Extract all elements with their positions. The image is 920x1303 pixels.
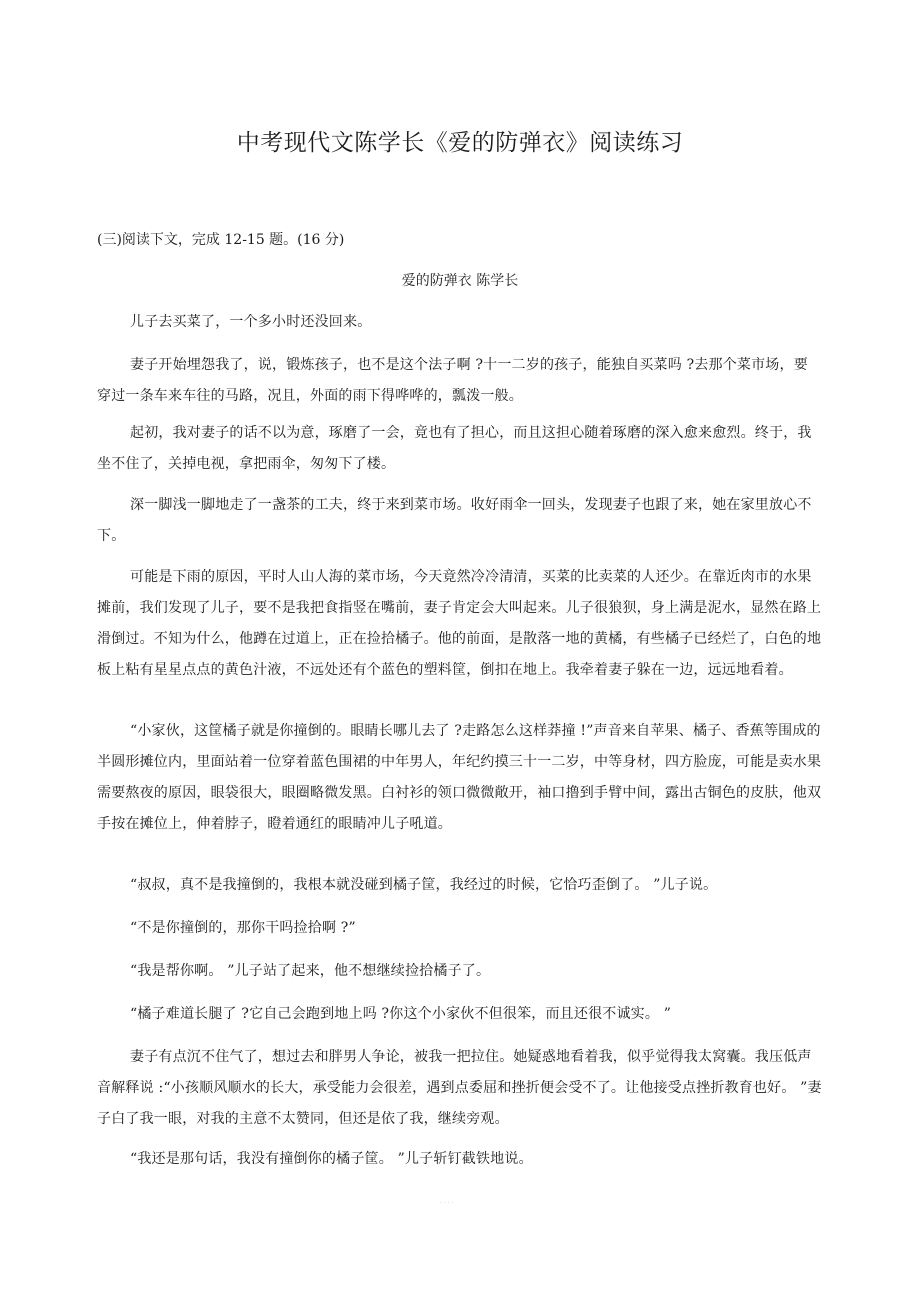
paragraph-7: “叔叔，真不是我撞倒的，我根本就没碰到橘子筐，我经过的时候，它恰巧歪倒了。 ”儿子说。 bbox=[130, 877, 718, 893]
paragraph-11: 妻子有点沉不住气了，想过去和胖男人争论，被我一把拉住。她疑惑地看着我，似乎觉得我太窝囊。我压低声音解释说 :“小孩顺风顺水的长大，承受能力会很差，遇到点委屈和挫折便会受不了。让他接受点挫折教育也好。 ”妻子白了我一眼，对我的主意不太赞同，但还是依了我，继续旁观。 bbox=[97, 1049, 822, 1127]
paragraph-2: 妻子开始埋怨我了，说，锻炼孩子，也不是这个法子啊 ?十一二岁的孩子，能独自买菜吗 ?去那个菜市场，要穿过一条车来车往的马路，况且，外面的雨下得哗哗的，瓢泼一般。 bbox=[97, 357, 808, 404]
paragraph-6: “小家伙，这筐橘子就是你撞倒的。眼睛长哪儿去了 ?走路怎么这样莽撞 !”声音来自苹果、橘子、香蕉等围成的半圆形摊位内，里面站着一位穿着蓝色围裙的中年男人，年纪约摸三十一二岁，中等身材，四方脸庞，可能是卖水果需要熬夜的原因，眼袋很大，眼圈略微发黑。白衬衫的领口微微敞开，袖口撸到手臂中间，露出古铜色的皮肤，他双手按在摊位上，伸着脖子，瞪着通红的眼睛冲儿子吼道。 bbox=[97, 723, 822, 832]
story-title: 爱的防弹衣 陈学长 bbox=[401, 273, 519, 289]
paragraph-10: “橘子难道长腿了 ?它自己会跑到地上吗 ?你这个小家伙不但很笨，而且还很不诚实。 ” bbox=[130, 1006, 672, 1022]
paragraph-3: 起初，我对妻子的话不以为意，琢磨了一会，竟也有了担心，而且这担心随着琢磨的深入愈来愈烈。终于，我坐不住了，关掉电视，拿把雨伞，匆匆下了楼。 bbox=[97, 425, 812, 472]
paragraph-4: 深一脚浅一脚地走了一盏茶的工夫，终于来到菜市场。收好雨伞一回头，发现妻子也跟了来，她在家里放心不下。 bbox=[97, 497, 812, 544]
paragraph-9: “我是帮你啊。 ”儿子站了起来，他不想继续捡拾橘子了。 bbox=[130, 963, 491, 979]
question-intro: (三)阅读下文，完成 12-15 题。(16 分) bbox=[97, 232, 345, 248]
paragraph-8: “不是你撞倒的，那你干吗捡拾啊 ?” bbox=[130, 920, 356, 936]
paragraph-5: 可能是下雨的原因，平时人山人海的菜市场，今天竟然冷冷清清，买菜的比卖菜的人还少。在靠近肉市的水果摊前，我们发现了儿子，要不是我把食指竖在嘴前，妻子肯定会大叫起来。儿子很狼狈，身上满是泥水，显然在路上滑倒过。不知为什么，他蹲在过道上，正在捡拾橘子。他的前面，是散落一地的黄橘，有些橘子已经烂了，白色的地板上粘有星星点点的黄色汁液，不远处还有个蓝色的塑料筐，倒扣在地上。我牵着妻子躲在一边，远远地看着。 bbox=[97, 569, 822, 678]
paragraph-12: “我还是那句话，我没有撞倒你的橘子筐。 ”儿子斩钉截铁地说。 bbox=[130, 1151, 533, 1167]
page-footer-mark: · · · · bbox=[440, 1200, 454, 1207]
page-title: 中考现代文陈学长《爱的防弹衣》阅读练习 bbox=[236, 130, 684, 156]
paragraph-1: 儿子去买菜了，一个多小时还没回来。 bbox=[130, 314, 372, 330]
